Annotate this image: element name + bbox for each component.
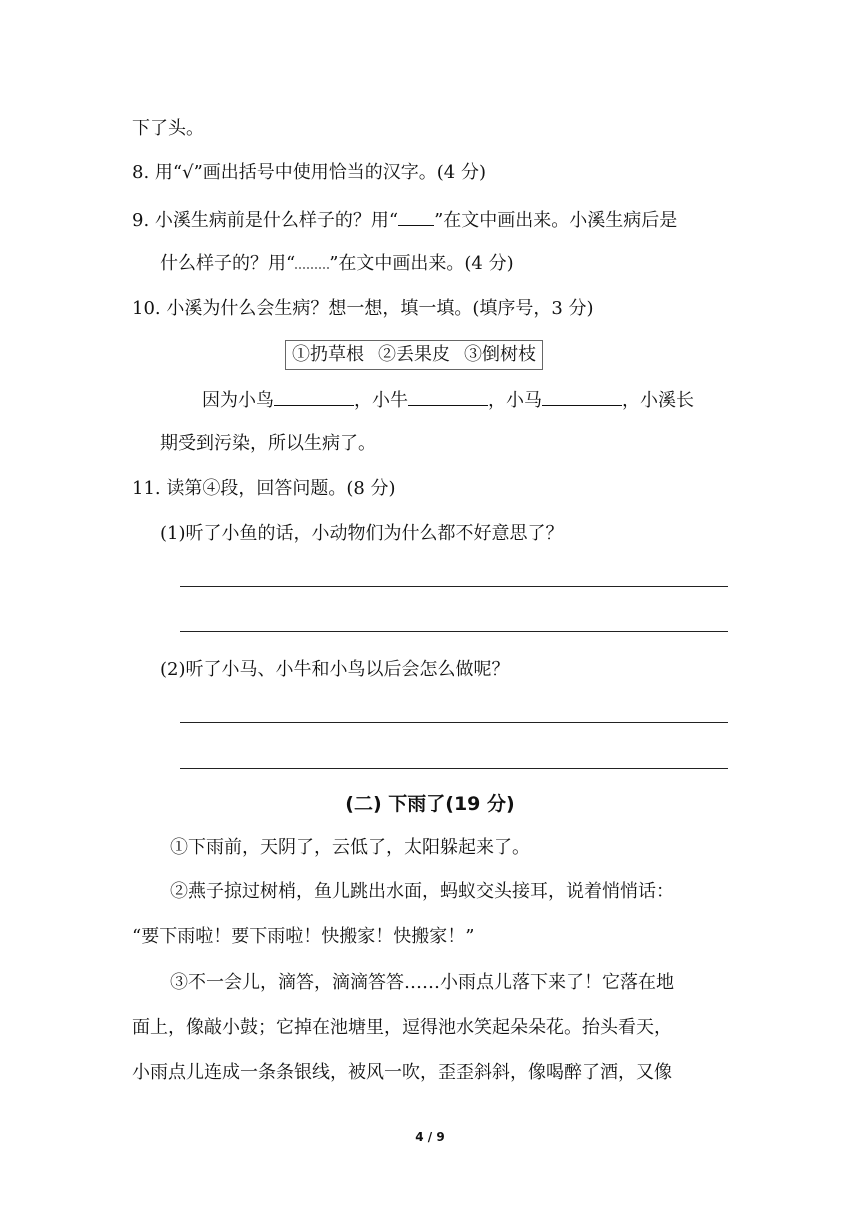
question-10: 10. 小溪为什么会生病？想一想，填一填。(填序号，3 分) [132, 298, 594, 319]
fill-text-a: 因为小鸟 [202, 390, 274, 411]
option-1: ①扔草根 [292, 344, 364, 365]
question-9-text-c: 什么样子的？用“ [160, 253, 296, 274]
question-11: 11. 读第④段，回答问题。(8 分) [132, 478, 396, 499]
question-11-1: (1)听了小鱼的话，小动物们为什么都不好意思了？ [160, 523, 564, 544]
blank-1[interactable] [274, 387, 354, 406]
question-8: 8. 用“√”画出括号中使用恰当的汉字。(4 分) [132, 162, 486, 183]
wavy-line-sample [295, 253, 329, 269]
question-9-text-b: ”在文中画出来。小溪生病后是 [434, 210, 678, 231]
fill-sentence-line2: 期受到污染，所以生病了。 [160, 433, 376, 454]
passage-p2-line1: ②燕子掠过树梢，鱼儿跳出水面，蚂蚁交头接耳，说着悄悄话： [170, 881, 674, 902]
blank-2[interactable] [408, 387, 488, 406]
passage-p3-line1: ③不一会儿，滴答，滴滴答答……小雨点儿落下来了！它落在地 [170, 972, 674, 993]
passage-p3-line3: 小雨点儿连成一条条银线，被风一吹，歪歪斜斜，像喝醉了酒，又像 [132, 1062, 672, 1083]
question-11-2: (2)听了小马、小牛和小鸟以后会怎么做呢？ [160, 659, 510, 680]
fill-sentence-line1 [202, 387, 694, 413]
option-2: ②丢果皮 [378, 344, 450, 365]
line-end-previous: 下了头。 [132, 118, 204, 139]
answer-line-2[interactable] [180, 631, 728, 632]
passage-p1: ①下雨前，天阴了，云低了，太阳躲起来了。 [170, 837, 530, 858]
answer-line-1[interactable] [180, 586, 728, 587]
fill-text-d: ，小溪长 [622, 390, 694, 411]
fill-text-c: ，小马 [488, 390, 542, 411]
passage-p2-line2: “要下雨啦！要下雨啦！快搬家！快搬家！” [132, 926, 475, 947]
options-box [285, 340, 543, 370]
option-3: ③倒树枝 [464, 344, 536, 365]
blank-3[interactable] [542, 387, 622, 406]
question-9-text-d: ”在文中画出来。(4 分) [329, 253, 514, 274]
answer-line-4[interactable] [180, 768, 728, 769]
answer-line-3[interactable] [180, 722, 728, 723]
page-number: 4 / 9 [415, 1130, 445, 1144]
fill-text-b: ，小牛 [354, 390, 408, 411]
question-9-line1 [132, 207, 677, 233]
underline-sample [398, 207, 434, 226]
passage-p3-line2: 面上，像敲小鼓；它掉在池塘里，逗得池水笑起朵朵花。抬头看天， [132, 1017, 672, 1038]
question-9-text-a: 9. 小溪生病前是什么样子的？用“ [132, 210, 399, 231]
section-2-title: (二) 下雨了(19 分) [345, 793, 515, 815]
question-9-line2 [160, 252, 514, 276]
